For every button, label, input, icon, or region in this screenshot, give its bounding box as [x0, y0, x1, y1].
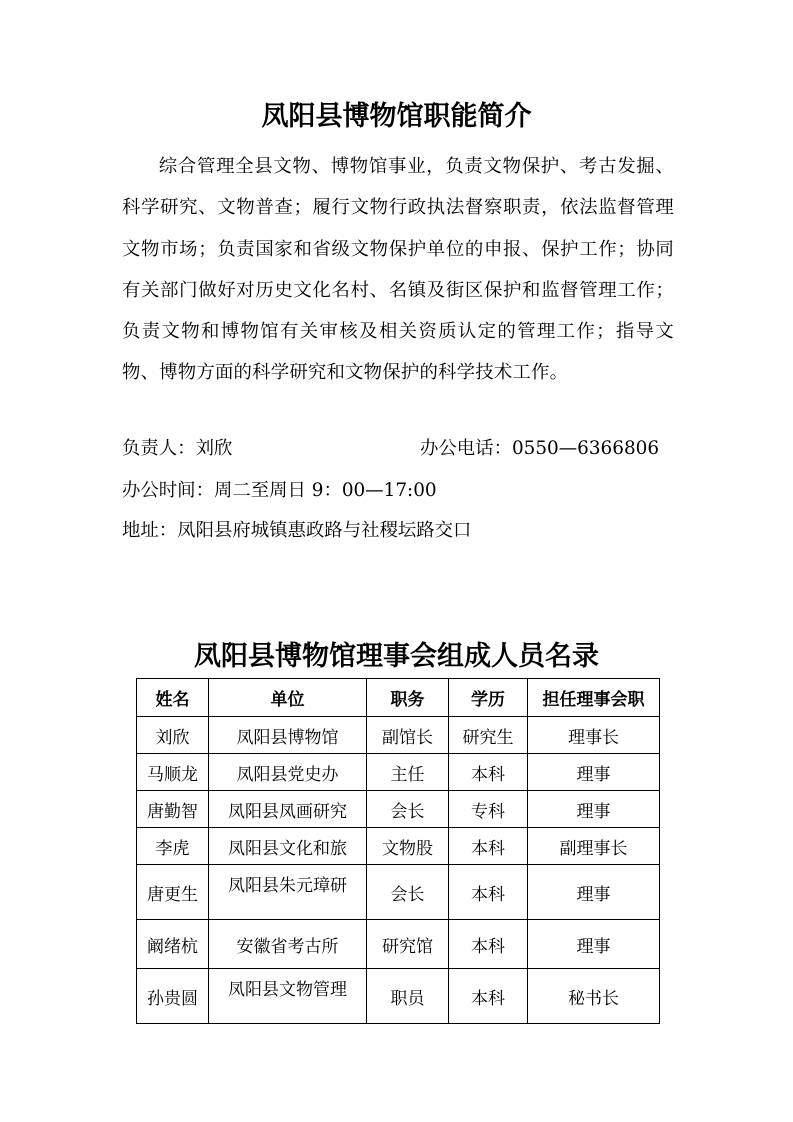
cell-council-role: 理事 [528, 754, 660, 791]
table-row [137, 828, 660, 865]
cell-name: 孙贵圆 [137, 969, 209, 1024]
cell-name: 唐勤智 [137, 791, 209, 828]
roster-table [136, 678, 660, 1024]
roster-title: 凤阳县博物馆理事会组成人员名录 [194, 641, 599, 672]
cell-position: 主任 [367, 754, 449, 791]
header-education: 学历 [449, 679, 528, 717]
cell-council-role: 秘书长 [528, 969, 660, 1024]
header-name: 姓名 [137, 679, 209, 717]
intro-title: 凤阳县博物馆职能简介 [261, 101, 532, 132]
cell-unit: 凤阳县文物管理 [209, 969, 367, 1024]
contact-line [122, 438, 660, 459]
cell-position: 职员 [367, 969, 449, 1024]
table-row [137, 791, 660, 828]
table-row [137, 920, 660, 969]
table-header-row [137, 679, 660, 717]
cell-position: 会长 [367, 791, 449, 828]
cell-position: 副馆长 [367, 717, 449, 754]
cell-unit: 凤阳县文化和旅 [209, 828, 367, 865]
cell-education: 本科 [449, 865, 528, 920]
cell-position: 会长 [367, 865, 449, 920]
table-row [137, 717, 660, 754]
address-text: 地址：凤阳县府城镇惠政路与社稷坛路交口 [122, 520, 472, 541]
cell-unit: 凤阳县凤画研究 [209, 791, 367, 828]
table-row [137, 865, 660, 920]
cell-education: 本科 [449, 969, 528, 1024]
cell-name: 刘欣 [137, 717, 209, 754]
cell-education: 研究生 [449, 717, 528, 754]
phone-text: 办公电话：0550—6366806 [420, 438, 660, 459]
cell-council-role: 理事 [528, 791, 660, 828]
cell-education: 本科 [449, 828, 528, 865]
cell-education: 本科 [449, 920, 528, 969]
cell-name: 李虎 [137, 828, 209, 865]
cell-unit: 凤阳县党史办 [209, 754, 367, 791]
cell-name: 唐更生 [137, 865, 209, 920]
cell-unit: 凤阳县博物馆 [209, 717, 367, 754]
cell-education: 专科 [449, 791, 528, 828]
cell-position: 研究馆 [367, 920, 449, 969]
cell-position: 文物股 [367, 828, 449, 865]
cell-education: 本科 [449, 754, 528, 791]
header-position: 职务 [367, 679, 449, 717]
cell-name: 阚绪杭 [137, 920, 209, 969]
intro-paragraph: 综合管理全县文物、博物馆事业，负责文物保护、考古发掘、科学研究、文物普查；履行文物行政执法督察职责，依法监督管理文物市场；负责国家和省级文物保护单位的申报、保护工作；协同有关部门做好对历史文化名村、名镇及街区保护和监督管理工作；负责文物和博物馆有关审核及相关资质认定的管理工作；指导文物、博物方面的科学研究和文物保护的科学技术工作。 [122, 156, 674, 384]
leader-text: 负责人：刘欣 [122, 438, 233, 459]
cell-name: 马顺龙 [137, 754, 209, 791]
table-row [137, 754, 660, 791]
office-hours-text: 办公时间：周二至周日 9：00—17:00 [122, 480, 437, 501]
cell-council-role: 理事 [528, 865, 660, 920]
cell-council-role: 理事长 [528, 717, 660, 754]
header-unit: 单位 [209, 679, 367, 717]
cell-unit: 安徽省考古所 [209, 920, 367, 969]
cell-unit: 凤阳县朱元璋研 [209, 865, 367, 920]
cell-council-role: 副理事长 [528, 828, 660, 865]
table-row [137, 969, 660, 1024]
header-council-role: 担任理事会职 [528, 679, 660, 717]
cell-council-role: 理事 [528, 920, 660, 969]
